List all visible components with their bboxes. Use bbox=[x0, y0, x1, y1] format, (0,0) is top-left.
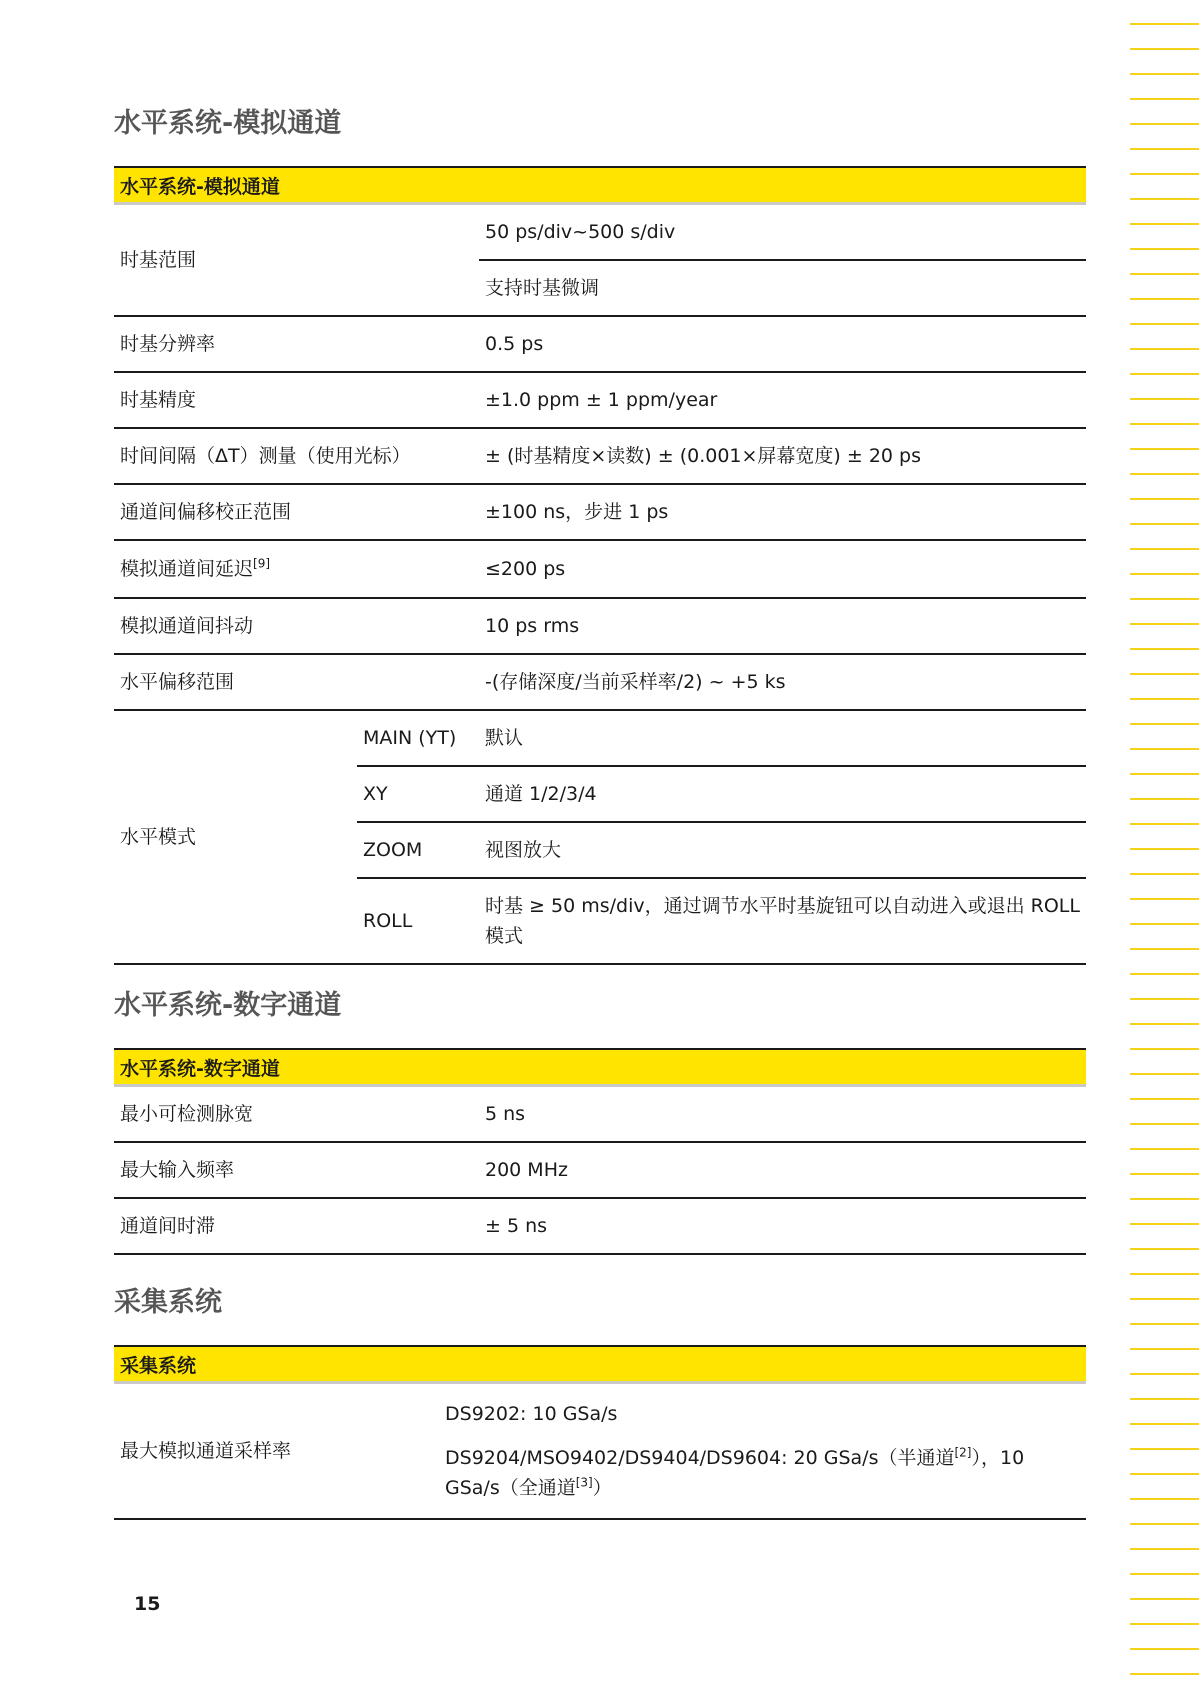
mode-name: XY bbox=[357, 766, 479, 822]
section-title-acquisition: 采集系统 bbox=[114, 1287, 222, 1318]
row-value: ± 5 ns bbox=[479, 1198, 1086, 1254]
table-header: 水平系统-数字通道 bbox=[114, 1049, 1086, 1086]
table-row bbox=[114, 316, 1086, 372]
rate-text-b: ），10 GSa/s（全通道 bbox=[445, 1446, 1025, 1499]
table-row bbox=[114, 540, 1086, 598]
table-row bbox=[114, 710, 1086, 766]
table-row bbox=[114, 1086, 1086, 1142]
spec-table-horizontal-digital bbox=[114, 1048, 1086, 1255]
row-label: 最大模拟通道采样率 bbox=[114, 1383, 439, 1519]
rate-line-ds9202: DS9202: 10 GSa/s bbox=[445, 1402, 618, 1425]
table-header-row bbox=[114, 167, 1086, 204]
rate-text-c: ） bbox=[592, 1476, 612, 1499]
row-label: 时基范围 bbox=[114, 204, 479, 316]
row-label: 时基分辨率 bbox=[114, 316, 479, 372]
mode-value: 时基 ≥ 50 ms/div，通过调节水平时基旋钮可以自动进入或退出 ROLL 模式 bbox=[479, 878, 1086, 964]
table-row bbox=[114, 1142, 1086, 1198]
row-label bbox=[114, 540, 479, 598]
row-label: 通道间时滞 bbox=[114, 1198, 479, 1254]
row-label-text: 模拟通道间延迟 bbox=[120, 557, 254, 580]
row-value: 50 ps/div~500 s/div bbox=[479, 204, 1086, 260]
table-header-row bbox=[114, 1049, 1086, 1086]
footnote-ref: [3] bbox=[575, 1475, 593, 1490]
row-label: 最大输入频率 bbox=[114, 1142, 479, 1198]
row-value: ± (时基精度×读数) ± (0.001×屏幕宽度) ± 20 ps bbox=[479, 428, 1086, 484]
decorative-stripes bbox=[1130, 0, 1199, 1696]
row-label: 时基精度 bbox=[114, 372, 479, 428]
footnote-ref: [9] bbox=[253, 556, 271, 571]
mode-name: ZOOM bbox=[357, 822, 479, 878]
row-value bbox=[439, 1383, 1086, 1519]
rate-line-others bbox=[445, 1443, 1080, 1503]
table-row bbox=[114, 598, 1086, 654]
table-row bbox=[114, 372, 1086, 428]
page-number: 15 bbox=[134, 1593, 161, 1615]
row-value: 0.5 ps bbox=[479, 316, 1086, 372]
row-value: -(存储深度/当前采样率/2) ~ +5 ks bbox=[479, 654, 1086, 710]
footnote-ref: [2] bbox=[954, 1445, 972, 1460]
row-value: ≤200 ps bbox=[479, 540, 1086, 598]
table-header: 采集系统 bbox=[114, 1346, 1086, 1383]
table-header-row bbox=[114, 1346, 1086, 1383]
row-value: 10 ps rms bbox=[479, 598, 1086, 654]
row-label: 水平模式 bbox=[114, 710, 357, 964]
row-value: ±1.0 ppm ± 1 ppm/year bbox=[479, 372, 1086, 428]
row-label: 时间间隔（ΔT）测量（使用光标） bbox=[114, 428, 479, 484]
table-row bbox=[114, 428, 1086, 484]
rate-text-a: DS9204/MSO9402/DS9404/DS9604: 20 GSa/s（半通道 bbox=[445, 1446, 955, 1469]
row-label: 模拟通道间抖动 bbox=[114, 598, 479, 654]
table-row bbox=[114, 654, 1086, 710]
table-row bbox=[114, 1383, 1086, 1519]
row-value: 支持时基微调 bbox=[479, 260, 1086, 316]
row-label: 水平偏移范围 bbox=[114, 654, 479, 710]
mode-name: ROLL bbox=[357, 878, 479, 964]
section-title-horizontal-analog: 水平系统-模拟通道 bbox=[114, 108, 342, 139]
row-label: 最小可检测脉宽 bbox=[114, 1086, 479, 1142]
row-label: 通道间偏移校正范围 bbox=[114, 484, 479, 540]
mode-value: 默认 bbox=[479, 710, 1086, 766]
row-value: 200 MHz bbox=[479, 1142, 1086, 1198]
row-value: ±100 ns，步进 1 ps bbox=[479, 484, 1086, 540]
table-row bbox=[114, 204, 1086, 260]
mode-name: MAIN (YT) bbox=[357, 710, 479, 766]
mode-value: 视图放大 bbox=[479, 822, 1086, 878]
mode-value: 通道 1/2/3/4 bbox=[479, 766, 1086, 822]
row-value: 5 ns bbox=[479, 1086, 1086, 1142]
table-row bbox=[114, 484, 1086, 540]
spec-table-acquisition bbox=[114, 1345, 1086, 1520]
table-row bbox=[114, 1198, 1086, 1254]
spec-table-horizontal-analog bbox=[114, 166, 1086, 965]
table-header: 水平系统-模拟通道 bbox=[114, 167, 1086, 204]
section-title-horizontal-digital: 水平系统-数字通道 bbox=[114, 990, 342, 1021]
